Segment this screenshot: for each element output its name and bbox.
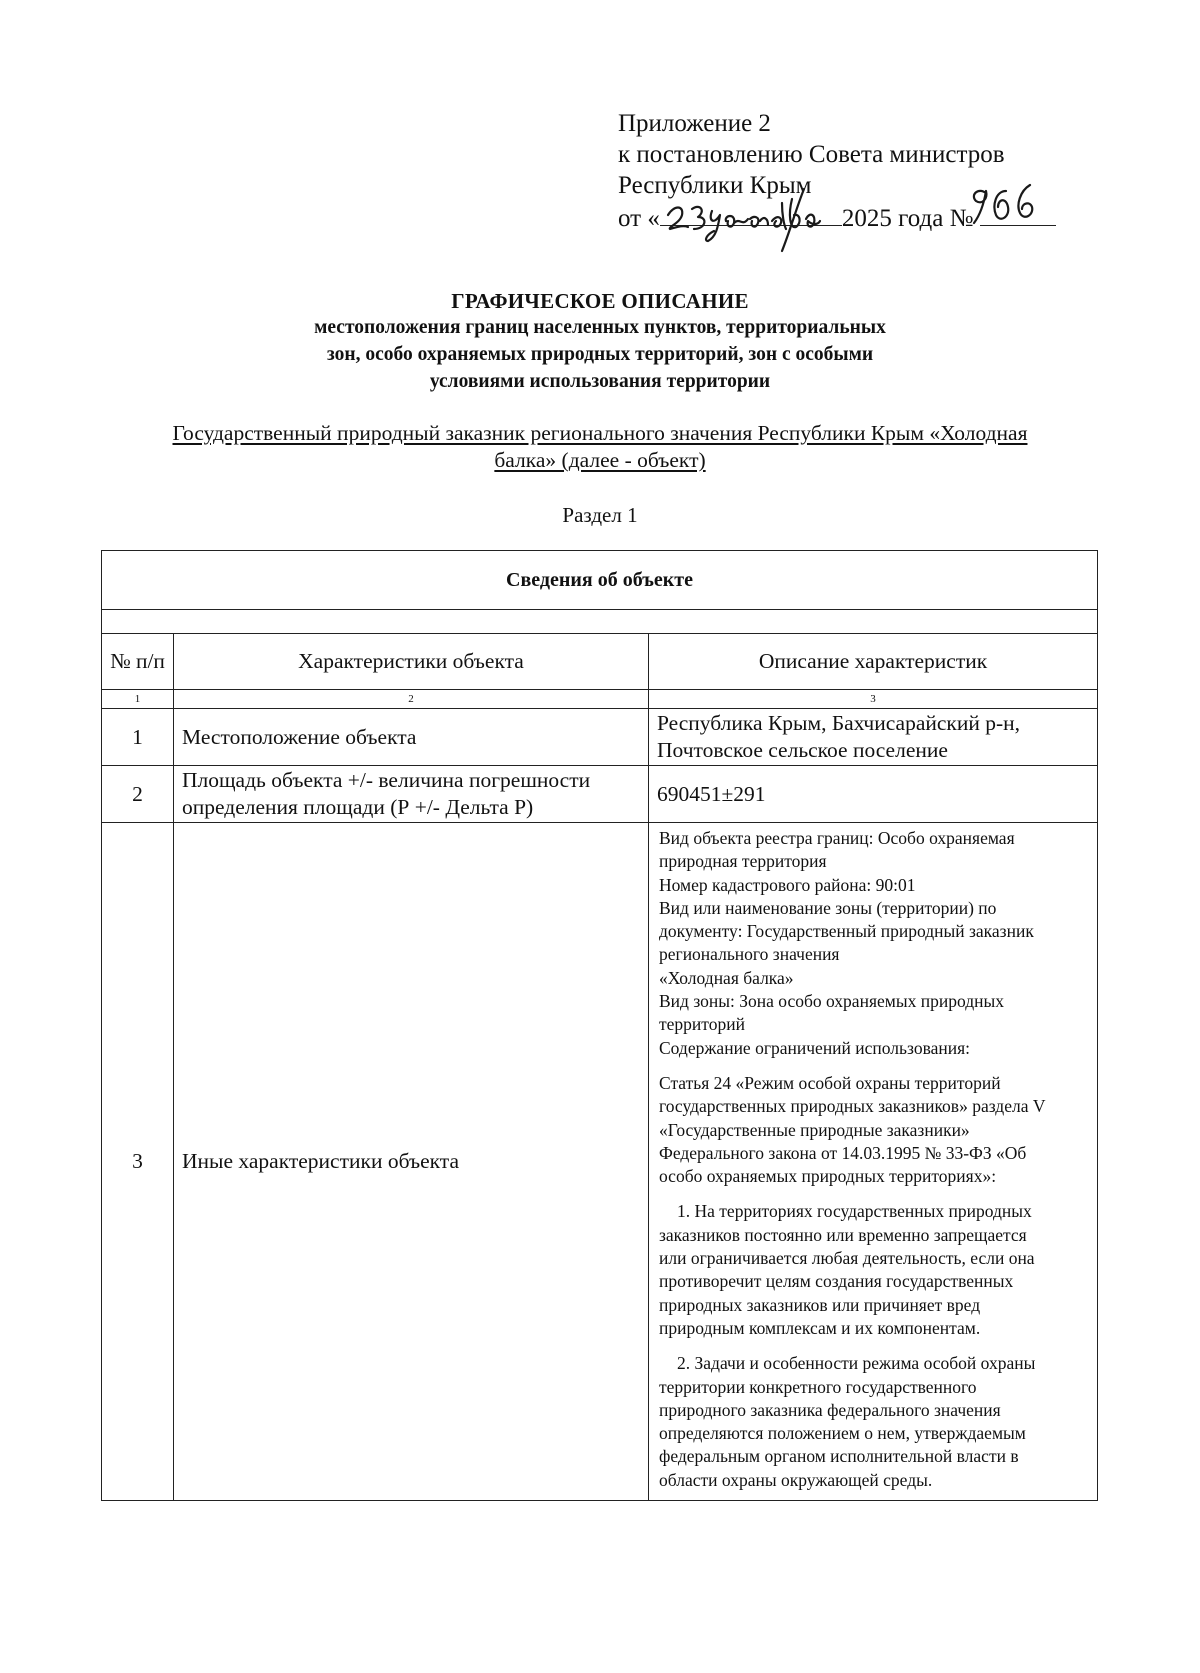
description-line: Вид или наименование зоны (территории) по <box>659 897 997 918</box>
appendix-republic: Республики Крым <box>618 172 812 199</box>
title-line-3: зон, особо охраняемых природных территорий, зон с особыми <box>326 344 874 365</box>
section-label: Раздел 1 <box>562 503 638 527</box>
appendix-date-line <box>618 201 1056 234</box>
appendix-title: Приложение 2 <box>618 110 771 137</box>
object-name-line-2: балка» (далее - объект) <box>494 448 706 472</box>
article-line: «Государственные природные заказники» <box>659 1119 970 1140</box>
point-1-line: 1. На территориях государственных природных <box>677 1201 1032 1222</box>
row-number: 1 <box>102 709 174 766</box>
description-line: регионального значения <box>659 944 840 965</box>
column-number-3: 3 <box>649 690 1098 709</box>
title-main: ГРАФИЧЕСКОЕ ОПИСАНИЕ <box>451 289 749 313</box>
column-number-row <box>102 690 1098 709</box>
point-2-line: 2. Задачи и особенности режима особой охраны <box>677 1353 1036 1374</box>
object-name-line-1: Государственный природный заказник регионального значения Республики Крым «Холодная <box>172 421 1028 445</box>
row-description <box>649 823 1098 1501</box>
table-caption: Сведения об объекте <box>102 551 1098 610</box>
table-header-row <box>102 634 1098 690</box>
appendix-block <box>618 108 1056 234</box>
description-line: документу: Государственный природный заказник <box>659 921 1034 942</box>
description-line: Вид зоны: Зона особо охраняемых природных <box>659 991 1004 1012</box>
characteristic-line: определения площади (Р +/- Дельта Р) <box>182 795 534 819</box>
column-number-1: 1 <box>102 690 174 709</box>
article-line: Статья 24 «Режим особой охраны территорий <box>659 1072 1001 1093</box>
characteristic-line: Площадь объекта +/- величина погрешности <box>182 768 591 792</box>
handwritten-number-icon <box>964 181 1044 229</box>
object-name <box>110 420 1090 474</box>
handwritten-date-signature-icon <box>664 175 864 255</box>
table-gap-row <box>102 610 1098 634</box>
row-characteristic: Иные характеристики объекта <box>174 823 649 1501</box>
appendix-resolution: к постановлению Совета министров <box>618 141 1005 168</box>
table-row <box>102 766 1098 823</box>
point-1-line: заказников постоянно или временно запрещается <box>659 1224 1027 1245</box>
row-number: 3 <box>102 823 174 1501</box>
column-number-2: 2 <box>174 690 649 709</box>
description-line: Содержание ограничений использования: <box>659 1037 971 1058</box>
description-line: территорий <box>659 1014 745 1035</box>
description-line: природная территория <box>659 851 827 872</box>
point-1-line: или ограничивается любая деятельность, если она <box>659 1248 1035 1269</box>
point-2-line: области охраны окружающей среды. <box>659 1469 933 1490</box>
header-characteristics: Характеристики объекта <box>174 634 649 690</box>
year-text: 2025 года № <box>841 205 974 232</box>
point-2-line: территории конкретного государственного <box>659 1376 977 1397</box>
description-line: Республика Крым, Бахчисарайский р-н, <box>657 711 1021 735</box>
description-line: «Холодная балка» <box>659 967 794 988</box>
article-line: государственных природных заказников» раздела V <box>659 1096 1046 1117</box>
document-title <box>0 288 1200 395</box>
date-prefix: от « <box>618 205 660 232</box>
point-1-line: природным комплексам и их компонентам. <box>659 1317 981 1338</box>
point-1-line: природных заказников или причиняет вред <box>659 1294 981 1315</box>
header-description: Описание характеристик <box>649 634 1098 690</box>
row-description: 690451±291 <box>649 766 1098 823</box>
row-characteristic: Местоположение объекта <box>174 709 649 766</box>
description-line: Почтовское сельское поселение <box>657 738 948 762</box>
row-characteristic <box>174 766 649 823</box>
article-line: Федерального закона от 14.03.1995 № 33-ФЗ «Об <box>659 1142 1027 1163</box>
title-line-2: местоположения границ населенных пунктов, территориальных <box>314 317 886 338</box>
point-2-line: определяются положением о нем, утверждаемым <box>659 1423 1026 1444</box>
description-line: Вид объекта реестра границ: Особо охраняемая <box>659 828 1015 848</box>
article-line: особо охраняемых природных территориях»: <box>659 1166 997 1187</box>
point-2-line: природного заказника федерального значения <box>659 1399 1001 1420</box>
row-description <box>649 709 1098 766</box>
point-1-line: противоречит целям создания государственных <box>659 1271 1014 1292</box>
table-row <box>102 823 1098 1501</box>
table-gap-cell <box>102 610 1098 634</box>
point-2-line: федеральным органом исполнительной власти в <box>659 1446 1019 1467</box>
header-number: № п/п <box>102 634 174 690</box>
title-line-4: условиями использования территории <box>429 371 771 392</box>
row-number: 2 <box>102 766 174 823</box>
table-caption-row <box>102 551 1098 610</box>
table-row <box>102 709 1098 766</box>
description-line: Номер кадастрового района: 90:01 <box>659 874 916 895</box>
object-info-table <box>101 550 1098 1501</box>
